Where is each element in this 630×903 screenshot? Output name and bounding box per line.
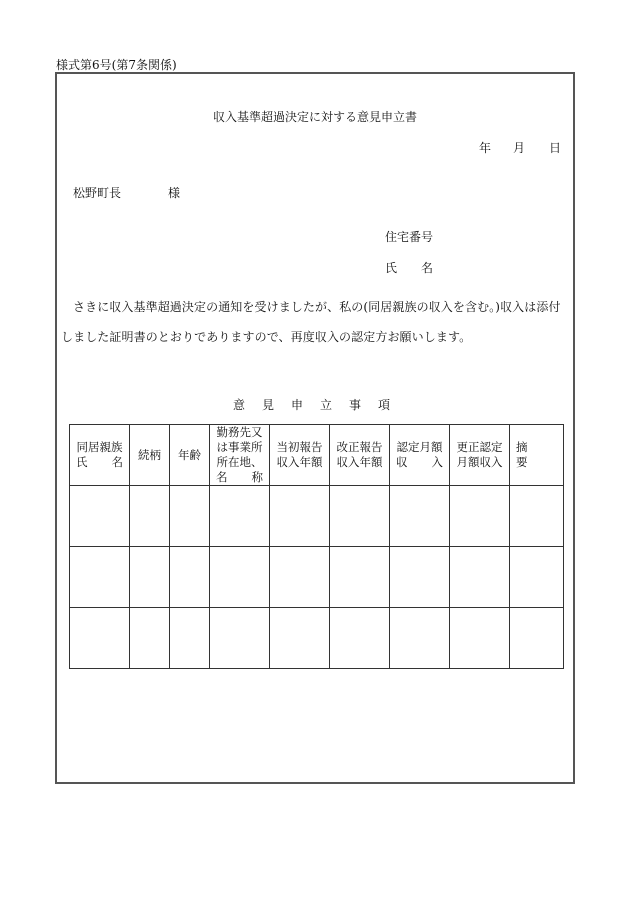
table-row bbox=[70, 486, 564, 547]
table-cell[interactable] bbox=[170, 486, 210, 547]
table-row bbox=[70, 608, 564, 669]
form-frame bbox=[55, 72, 575, 784]
table-header-cell bbox=[510, 425, 564, 486]
table-header-cell bbox=[450, 425, 510, 486]
table-header-cell bbox=[210, 425, 270, 486]
table-cell[interactable] bbox=[330, 608, 390, 669]
table-cell[interactable] bbox=[70, 486, 130, 547]
table-header-text: 収入年額 bbox=[276, 455, 323, 469]
addressee bbox=[73, 184, 181, 201]
table-cell[interactable] bbox=[170, 547, 210, 608]
table-cell[interactable] bbox=[510, 608, 564, 669]
table-header-text: 所在地、 bbox=[216, 455, 263, 469]
table-header-cell bbox=[70, 425, 130, 486]
table-cell[interactable] bbox=[390, 608, 450, 669]
date-day: 日 bbox=[549, 141, 562, 155]
table-header-text: は事業所 bbox=[216, 440, 263, 454]
table-header-cell bbox=[270, 425, 330, 486]
table-header-text: 収入年額 bbox=[336, 455, 383, 469]
addressee-honorific: 様 bbox=[168, 186, 181, 200]
table-header-cell bbox=[390, 425, 450, 486]
objection-table bbox=[69, 424, 564, 669]
table-cell[interactable] bbox=[210, 547, 270, 608]
table-cell[interactable] bbox=[450, 486, 510, 547]
table-header-text: 年齢 bbox=[178, 447, 201, 462]
date-year: 年 bbox=[479, 141, 492, 155]
table-cell[interactable] bbox=[390, 547, 450, 608]
table-cell[interactable] bbox=[270, 608, 330, 669]
addressee-name: 松野町長 bbox=[73, 186, 122, 200]
table-row bbox=[70, 547, 564, 608]
table-header-text: 続柄 bbox=[138, 447, 161, 462]
table-body bbox=[70, 486, 564, 669]
table-header-cell bbox=[170, 425, 210, 486]
table-header-text: 摘 要 bbox=[516, 440, 551, 469]
date-month: 月 bbox=[513, 141, 526, 155]
table-cell[interactable] bbox=[450, 608, 510, 669]
table-cell[interactable] bbox=[390, 486, 450, 547]
table-header-cell bbox=[130, 425, 170, 486]
table-header-text: 勤務先又 bbox=[216, 425, 263, 439]
table-cell[interactable] bbox=[130, 547, 170, 608]
table-cell[interactable] bbox=[130, 608, 170, 669]
table-header-text: 改正報告 bbox=[336, 440, 383, 454]
table-cell[interactable] bbox=[450, 547, 510, 608]
housing-number-label: 住宅番号 bbox=[385, 230, 434, 244]
form-number: 様式第6号(第7条関係) bbox=[56, 58, 177, 72]
table-cell[interactable] bbox=[330, 486, 390, 547]
table-cell[interactable] bbox=[270, 547, 330, 608]
applicant-name-label: 氏 名 bbox=[385, 261, 434, 275]
table-header-text: 名 称 bbox=[216, 470, 263, 484]
table-header-text: 認定月額 bbox=[396, 440, 443, 454]
table-cell[interactable] bbox=[130, 486, 170, 547]
table-header-text: 同居親族 bbox=[76, 440, 123, 454]
form-title: 収入基準超過決定に対する意見申立書 bbox=[212, 110, 417, 124]
table-cell[interactable] bbox=[70, 547, 130, 608]
table-header-row bbox=[70, 425, 564, 486]
body-text: さきに収入基準超過決定の通知を受けましたが、私の(同居親族の収入を含む。)収入は添付しました証明書のとおりでありますので、再度収入の認定方お願いします。 bbox=[61, 300, 561, 344]
table-cell[interactable] bbox=[330, 547, 390, 608]
table-header-cell bbox=[330, 425, 390, 486]
table-cell[interactable] bbox=[210, 486, 270, 547]
table-cell[interactable] bbox=[210, 608, 270, 669]
section-heading: 意見申立事項 bbox=[232, 398, 407, 412]
table-cell[interactable] bbox=[170, 608, 210, 669]
table-cell[interactable] bbox=[510, 486, 564, 547]
table-header-text: 収 入 bbox=[396, 455, 443, 469]
table-header-text: 月額収入 bbox=[456, 455, 503, 469]
table-cell[interactable] bbox=[270, 486, 330, 547]
table-header-text: 更正認定 bbox=[456, 440, 503, 454]
table-header-text: 当初報告 bbox=[276, 440, 323, 454]
table-cell[interactable] bbox=[510, 547, 564, 608]
table-cell[interactable] bbox=[70, 608, 130, 669]
table-header-text: 氏 名 bbox=[76, 455, 123, 469]
